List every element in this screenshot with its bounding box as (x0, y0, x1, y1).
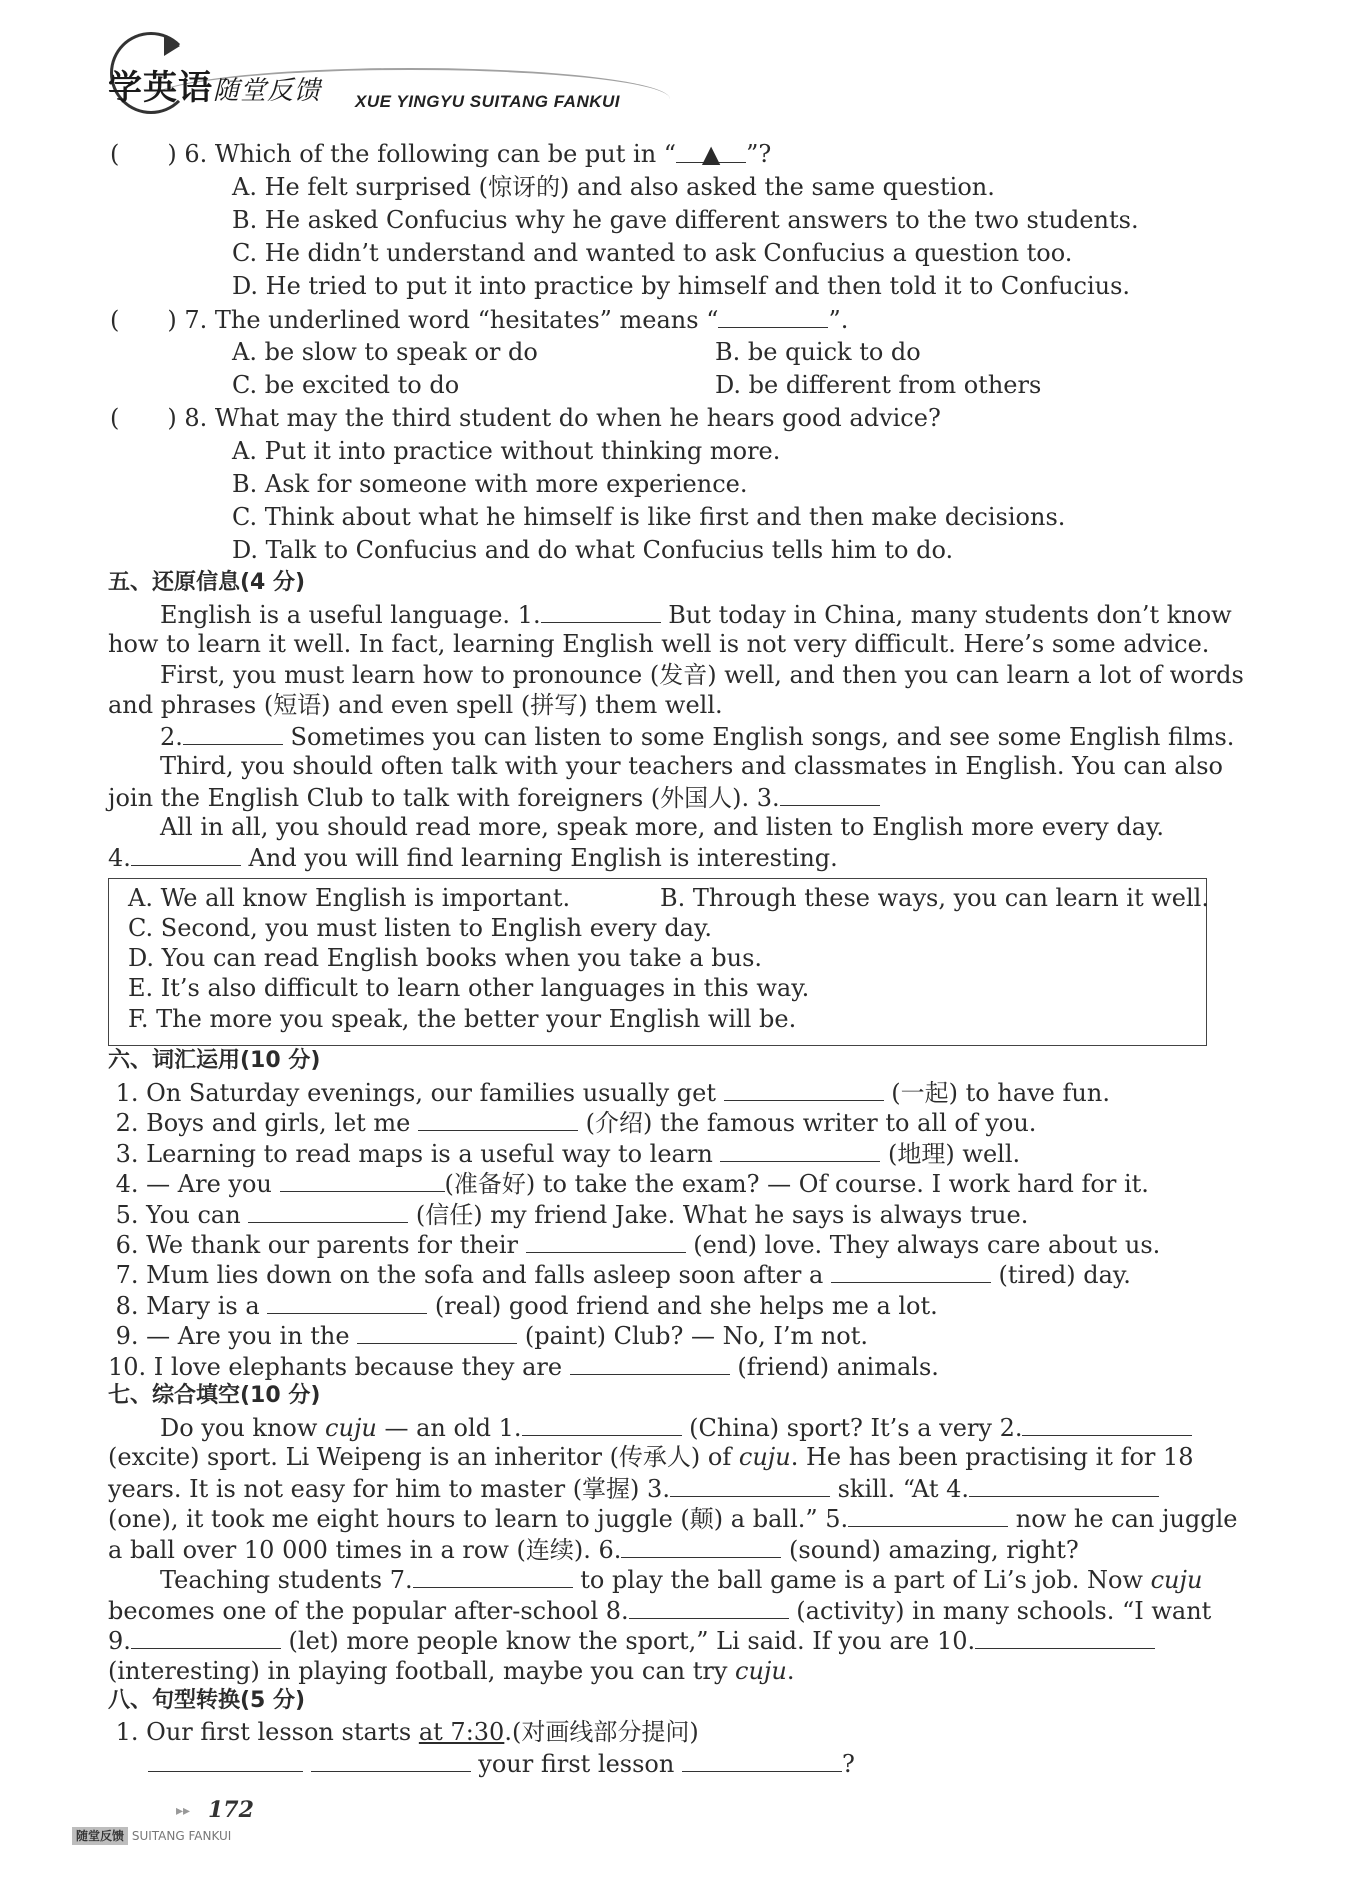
s6-blank-6 (526, 1230, 686, 1253)
s6-item-10-b: (friend) animals. (729, 1353, 939, 1381)
q8-option-c: C. Think about what he himself is like first and then make decisions. (232, 503, 1066, 531)
header-pinyin: XUE YINGYU SUITANG FANKUI (355, 92, 621, 111)
page-header (50, 30, 640, 130)
s7-l1c: (China) sport? It’s a very 2. (681, 1414, 1023, 1442)
s6-blank-10 (570, 1352, 730, 1375)
s6-item-9-a: 9. — Are you in the (108, 1322, 358, 1350)
s6-item-2-b: (介绍) the famous writer to all of you. (578, 1109, 1037, 1137)
s7-l1a: Do you know (160, 1414, 326, 1442)
q6-option-a: A. He felt surprised (惊讶的) and also asked the same question. (232, 173, 995, 201)
s7-line-6 (160, 1565, 1202, 1594)
s7-l4a: (one), it took me eight hours to learn to juggle (颠) a ball.” 5. (108, 1505, 849, 1533)
s7-blank-4 (969, 1474, 1159, 1497)
s6-item-8-b: (real) good friend and she helps me a lot. (427, 1292, 938, 1320)
page-number: 172 (208, 1797, 254, 1823)
q6-option-b: B. He asked Confucius why he gave different answers to the two students. (232, 206, 1139, 234)
footer-tag-cn: 随堂反馈 (72, 1827, 128, 1845)
s8-l2: your first lesson (470, 1750, 682, 1778)
s6-blank-3 (720, 1139, 880, 1162)
s7-l1b: — an old 1. (376, 1414, 522, 1442)
s7-cuju-4: cuju (735, 1657, 787, 1685)
q6-stem-end: ”? (746, 140, 772, 168)
s6-item-6 (108, 1230, 1160, 1259)
s5-option-d: D. You can read English books when you take a bus. (128, 944, 763, 972)
s5-option-b: B. Through these ways, you can learn it well. (660, 884, 1209, 912)
q6-stem (110, 140, 771, 168)
s8-l1a: 1. Our first lesson starts (108, 1718, 419, 1746)
s6-item-8 (108, 1291, 938, 1320)
s6-item-5-a: 5. You can (108, 1201, 249, 1229)
s6-item-4 (108, 1169, 1149, 1198)
s7-l9b: . (786, 1657, 795, 1685)
s7-l2b: . He has been practising it for 18 (790, 1443, 1194, 1471)
s7-l3b: skill. “At 4. (829, 1475, 969, 1503)
q7-stem-text: ( ) 7. The underlined word “hesitates” means “ (110, 306, 719, 334)
s6-item-8-a: 8. Mary is a (108, 1292, 268, 1320)
s6-item-2-a: 2. Boys and girls, let me (108, 1109, 419, 1137)
q8-option-d: D. Talk to Confucius and do what Confucius tells him to do. (232, 536, 954, 564)
s6-item-4-a: 4. — Are you (108, 1170, 280, 1198)
q6-option-d: D. He tried to put it into practice by himself and then told it to Confucius. (232, 272, 1131, 300)
s7-l7a: becomes one of the popular after-school 8. (108, 1597, 629, 1625)
s6-item-1 (108, 1078, 1110, 1107)
q8-option-b: B. Ask for someone with more experience. (232, 470, 748, 498)
q7-stem (110, 305, 848, 334)
q7-option-a: A. be slow to speak or do (232, 338, 538, 366)
s7-blank-9 (131, 1626, 281, 1649)
s7-blank-5 (848, 1504, 1008, 1527)
s6-blank-7 (831, 1260, 991, 1283)
footer-tag (72, 1827, 272, 1849)
s7-line-7 (108, 1596, 1211, 1625)
header-title-main: 学英语 (108, 68, 213, 108)
s5-line-4: and phrases (短语) and even spell (拼写) them well. (108, 691, 723, 719)
s5-p3a: 2. (160, 723, 183, 751)
s6-item-10-a: 10. I love elephants because they are (108, 1353, 570, 1381)
s8-blank-2 (311, 1749, 471, 1772)
s7-line-3 (108, 1474, 1159, 1503)
s5-p4b: join the English Club to talk with foreigners (外国人). 3. (108, 784, 780, 812)
q8-option-a: A. Put it into practice without thinking more. (232, 437, 781, 465)
s8-l1b: .(对画线部分提问) (504, 1718, 699, 1746)
s7-l8a: 9. (108, 1627, 131, 1655)
s7-l3a: years. It is not easy for him to master (掌握) 3. (108, 1475, 670, 1503)
s6-blank-5 (248, 1200, 408, 1223)
s6-item-4-b: (准备好) to take the exam? — Of course. I work hard for it. (444, 1170, 1149, 1198)
s6-blank-8 (267, 1291, 427, 1314)
q6-stem-text: ( ) 6. Which of the following can be put in “ (110, 140, 677, 168)
s7-line-9 (108, 1657, 794, 1685)
s6-item-9-b: (paint) Club? — No, I’m not. (517, 1322, 869, 1350)
s7-l6b: to play the ball game is a part of Li’s job. Now (572, 1566, 1151, 1594)
s7-blank-10 (975, 1626, 1155, 1649)
s6-item-2 (108, 1108, 1036, 1137)
s7-blank-7 (413, 1565, 573, 1588)
s5-blank-3 (780, 783, 880, 806)
section-7-heading: 七、综合填空(10 分) (108, 1383, 321, 1408)
s6-item-6-a: 6. We thank our parents for their (108, 1231, 526, 1259)
s8-l2-end: ? (841, 1750, 855, 1778)
s5-p5c: And you will find learning English is interesting. (240, 844, 838, 872)
s5-blank-4 (131, 843, 241, 866)
s6-blank-2 (418, 1108, 578, 1131)
s6-item-5-b: (信任) my friend Jake. What he says is always true. (408, 1201, 1029, 1229)
s6-item-3-a: 3. Learning to read maps is a useful way to learn (108, 1140, 721, 1168)
s5-option-c: C. Second, you must listen to English every day. (128, 914, 712, 942)
s8-item-1 (108, 1718, 699, 1746)
s7-blank-3 (670, 1474, 830, 1497)
s7-cuju-1: cuju (325, 1414, 377, 1442)
s8-blank-3 (682, 1749, 842, 1772)
s7-blank-1 (522, 1413, 682, 1436)
q7-option-d: D. be different from others (715, 371, 1042, 399)
s5-line-9 (108, 843, 838, 872)
s6-blank-9 (357, 1321, 517, 1344)
s6-item-7-a: 7. Mum lies down on the sofa and falls asleep soon after a (108, 1261, 831, 1289)
s7-line-5 (108, 1535, 1079, 1564)
q7-blank (718, 305, 828, 328)
s7-l8b: (let) more people know the sport,” Li said. If you are 10. (280, 1627, 976, 1655)
s6-item-7-b: (tired) day. (990, 1261, 1131, 1289)
s5-blank-1 (541, 600, 661, 623)
footer-arrow-icon: ▸▸ (176, 1803, 191, 1819)
s6-item-6-b: (end) love. They always care about us. (685, 1231, 1161, 1259)
q6-option-c: C. He didn’t understand and wanted to ask Confucius a question too. (232, 239, 1073, 267)
s7-line-4 (108, 1504, 1238, 1533)
s7-blank-8 (629, 1596, 789, 1619)
footer-tag-en: SUITANG FANKUI (131, 1829, 232, 1843)
s5-p5b: 4. (108, 844, 131, 872)
s7-cuju-2: cuju (738, 1443, 791, 1471)
s8-underlined-time: at 7:30 (418, 1718, 505, 1746)
s6-item-9 (108, 1321, 868, 1350)
s5-p1a: English is a useful language. 1. (160, 601, 541, 629)
s5-option-f: F. The more you speak, the better your English will be. (128, 1005, 797, 1033)
s6-item-10 (108, 1352, 939, 1381)
q8-stem: ( ) 8. What may the third student do when he hears good advice? (110, 404, 941, 432)
s7-l2a: (excite) sport. Li Weipeng is an inheritor (传承人) of (108, 1443, 739, 1471)
header-title-sub: 随堂反馈 (213, 76, 322, 106)
q7-stem-end: ”. (828, 306, 849, 334)
s5-line-3: First, you must learn how to pronounce (发音) well, and then you can learn a lot of words (160, 661, 1244, 689)
s6-item-3 (108, 1139, 1020, 1168)
s5-option-a: A. We all know English is important. (128, 884, 571, 912)
s7-cuju-3: cuju (1150, 1566, 1203, 1594)
s5-line-8: All in all, you should read more, speak more, and listen to English more every day. (160, 813, 1165, 841)
s6-item-7 (108, 1260, 1131, 1289)
s7-l9a: (interesting) in playing football, maybe you can try (108, 1657, 736, 1685)
s5-p1b: But today in China, many students don’t know (660, 601, 1232, 629)
s5-blank-2 (183, 722, 283, 745)
s5-line-6: Third, you should often talk with your teachers and classmates in English. You can also (160, 752, 1223, 780)
s5-line-5 (160, 722, 1234, 751)
s6-blank-4 (280, 1169, 445, 1192)
s7-l5a: a ball over 10 000 times in a row (连续). 6. (108, 1536, 622, 1564)
header-title (108, 60, 321, 109)
q7-option-c: C. be excited to do (232, 371, 460, 399)
s7-l4b: now he can juggle (1008, 1505, 1238, 1533)
s5-line-2: how to learn it well. In fact, learning English well is not very difficult. Here’s some advice. (108, 630, 1210, 658)
s7-blank-2 (1022, 1413, 1192, 1436)
section-6-heading: 六、词汇运用(10 分) (108, 1048, 321, 1073)
s7-line-8 (108, 1626, 1155, 1655)
s6-item-1-b: (一起) to have fun. (883, 1079, 1110, 1107)
s5-p3b: Sometimes you can listen to some English songs, and see some English films. (282, 723, 1235, 751)
s6-item-5 (108, 1200, 1028, 1229)
s7-line-1 (160, 1413, 1192, 1442)
s7-l7b: (activity) in many schools. “I want (788, 1597, 1212, 1625)
s6-item-1-a: 1. On Saturday evenings, our families usually get (108, 1079, 724, 1107)
s8-blank-1 (148, 1749, 303, 1772)
play-icon (164, 36, 180, 56)
s5-line-7 (108, 783, 880, 812)
s7-l5b: (sound) amazing, right? (781, 1536, 1079, 1564)
section-8-heading: 八、句型转换(5 分) (108, 1688, 306, 1713)
section-5-heading: 五、还原信息(4 分) (108, 570, 306, 595)
s5-option-e: E. It’s also difficult to learn other languages in this way. (128, 974, 810, 1002)
triangle-icon: ▲ (676, 140, 746, 163)
s7-blank-6 (621, 1535, 781, 1558)
s7-line-2 (108, 1443, 1194, 1471)
s6-blank-1 (724, 1078, 884, 1101)
s8-item-1-answer (148, 1749, 855, 1778)
s7-l6a: Teaching students 7. (160, 1566, 413, 1594)
q7-option-b: B. be quick to do (715, 338, 921, 366)
s5-line-1 (160, 600, 1232, 629)
s6-item-3-b: (地理) well. (880, 1140, 1021, 1168)
